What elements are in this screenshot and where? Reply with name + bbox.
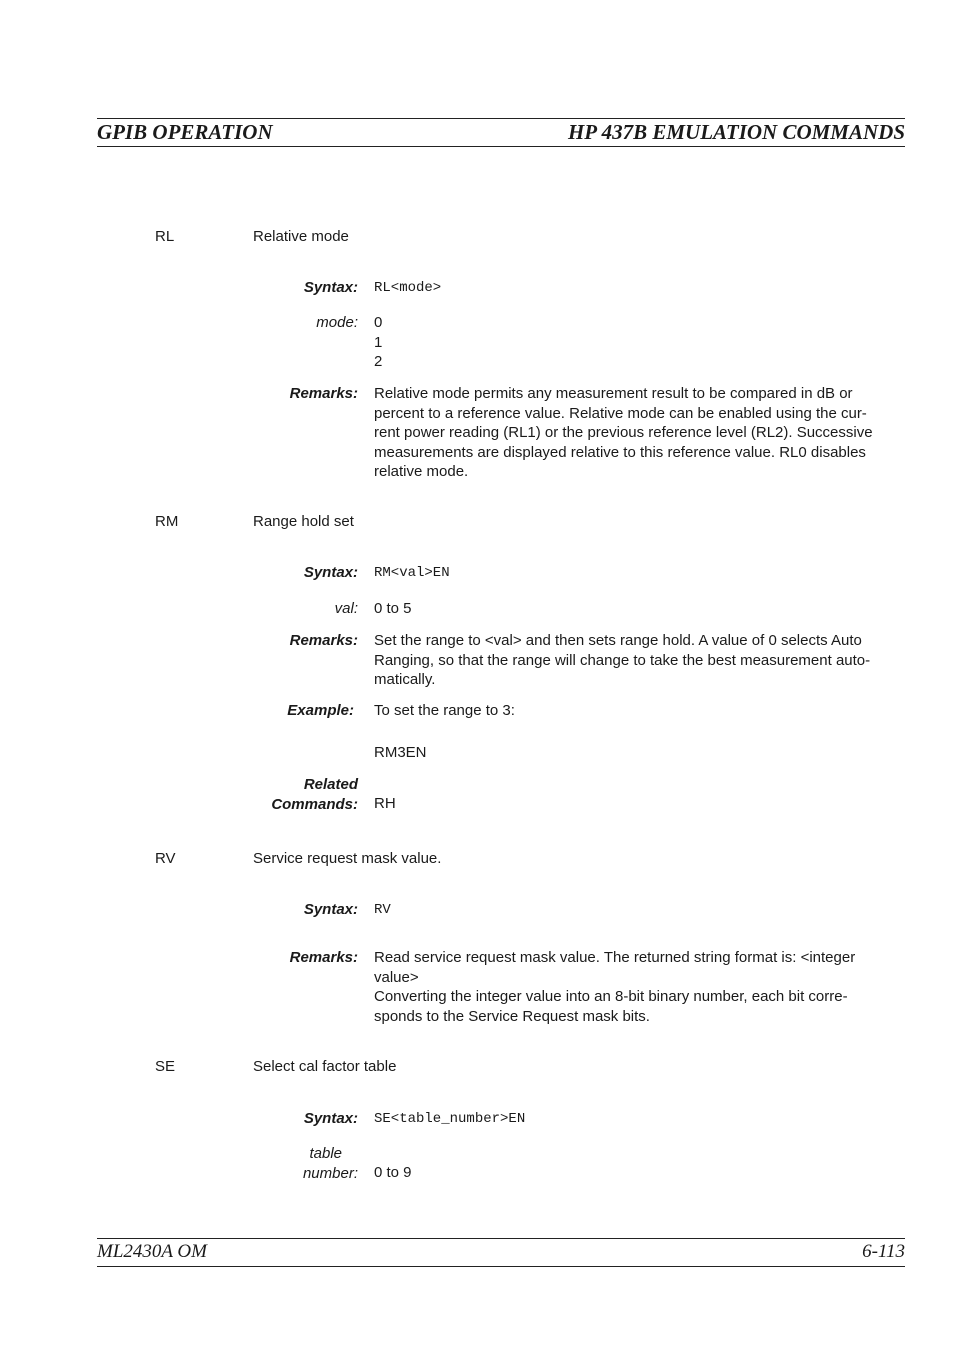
rv-remarks-line: Converting the integer value into an 8-bit binary number, each bit corre-	[374, 988, 848, 1005]
command-name-rv: RV	[155, 850, 176, 867]
rv-remarks-text	[374, 948, 906, 1026]
footer-bottom-rule	[97, 1266, 905, 1267]
command-name-rm: RM	[155, 513, 179, 530]
se-param-value: 0 to 9	[374, 1164, 412, 1181]
rm-syntax-label: Syntax:	[303, 564, 358, 581]
rv-syntax-label: Syntax:	[303, 901, 358, 918]
rl-remarks-line: relative mode.	[374, 463, 469, 480]
rm-example-text: To set the range to 3:	[374, 702, 515, 719]
rl-remarks-line: measurements are displayed relative to this reference value. RL0 disables	[374, 443, 866, 461]
rv-remarks-line: Read service request mask value. The returned string format is: <integer	[374, 949, 856, 966]
header-section-title: GPIB OPERATION	[97, 120, 273, 144]
rl-param-value: 2	[374, 353, 383, 370]
rv-remarks-line: sponds to the Service Request mask bits.	[374, 1007, 650, 1025]
rl-remarks-line: percent to a reference value. Relative mode can be enabled using the cur-	[374, 404, 867, 422]
rl-remarks-line: Relative mode permits any measurement result to be compared in dB or	[374, 385, 853, 402]
footer-top-rule	[97, 1238, 905, 1239]
header-chapter-title: HP 437B EMULATION COMMANDS	[567, 120, 905, 144]
rl-syntax-value: RL<mode>	[374, 280, 442, 296]
rl-param-values	[374, 313, 906, 372]
rl-remarks-line: rent power reading (RL1) or the previous reference level (RL2). Successive	[374, 424, 873, 441]
rv-remarks-line: value>	[374, 968, 419, 986]
rl-remarks-text	[374, 384, 906, 482]
rm-related-label-line: Commands:	[271, 795, 358, 813]
se-param-label	[303, 1144, 358, 1183]
rl-param-value: 1	[374, 333, 383, 351]
rl-syntax-label: Syntax:	[303, 279, 358, 296]
header-bottom-rule	[97, 146, 905, 147]
command-title-rl: Relative mode	[253, 228, 349, 245]
rl-remarks-label: Remarks:	[289, 385, 358, 402]
command-name-se: SE	[155, 1058, 176, 1075]
rm-remarks-line: Ranging, so that the range will change to take the best measurement auto-	[374, 651, 871, 669]
rm-remarks-line: Set the range to <val> and then sets range hold. A value of 0 selects Auto	[374, 632, 862, 649]
rm-param-value: 0 to 5	[374, 600, 412, 617]
command-title-se: Select cal factor table	[253, 1058, 397, 1075]
command-title-rm: Range hold set	[253, 513, 354, 530]
rl-param-value: 0	[374, 314, 383, 331]
rm-related-value: RH	[374, 795, 396, 812]
rm-param-label: val:	[334, 600, 358, 617]
rm-example-label: Example:	[287, 702, 354, 719]
rv-remarks-label: Remarks:	[289, 949, 358, 966]
se-syntax-value: SE<table_number>EN	[374, 1111, 526, 1127]
rm-remarks-label: Remarks:	[289, 632, 358, 649]
rm-related-label	[271, 775, 358, 814]
command-name-rl: RL	[155, 228, 175, 245]
rm-related-label-line: Related	[303, 776, 358, 793]
footer-manual-name: ML2430A OM	[97, 1241, 207, 1262]
rv-syntax-value: RV	[374, 902, 391, 918]
rl-param-label: mode:	[316, 314, 358, 331]
rm-example-code: RM3EN	[374, 744, 427, 761]
command-title-rv: Service request mask value.	[253, 850, 442, 867]
se-param-label-line: number:	[302, 1164, 358, 1182]
footer-page-number: 6-113	[862, 1241, 905, 1262]
se-param-label-line: table	[309, 1145, 342, 1162]
se-syntax-label: Syntax:	[303, 1110, 358, 1127]
rm-remarks-line: matically.	[374, 671, 436, 688]
rm-remarks-text	[374, 631, 906, 690]
rm-syntax-value: RM<val>EN	[374, 565, 450, 581]
